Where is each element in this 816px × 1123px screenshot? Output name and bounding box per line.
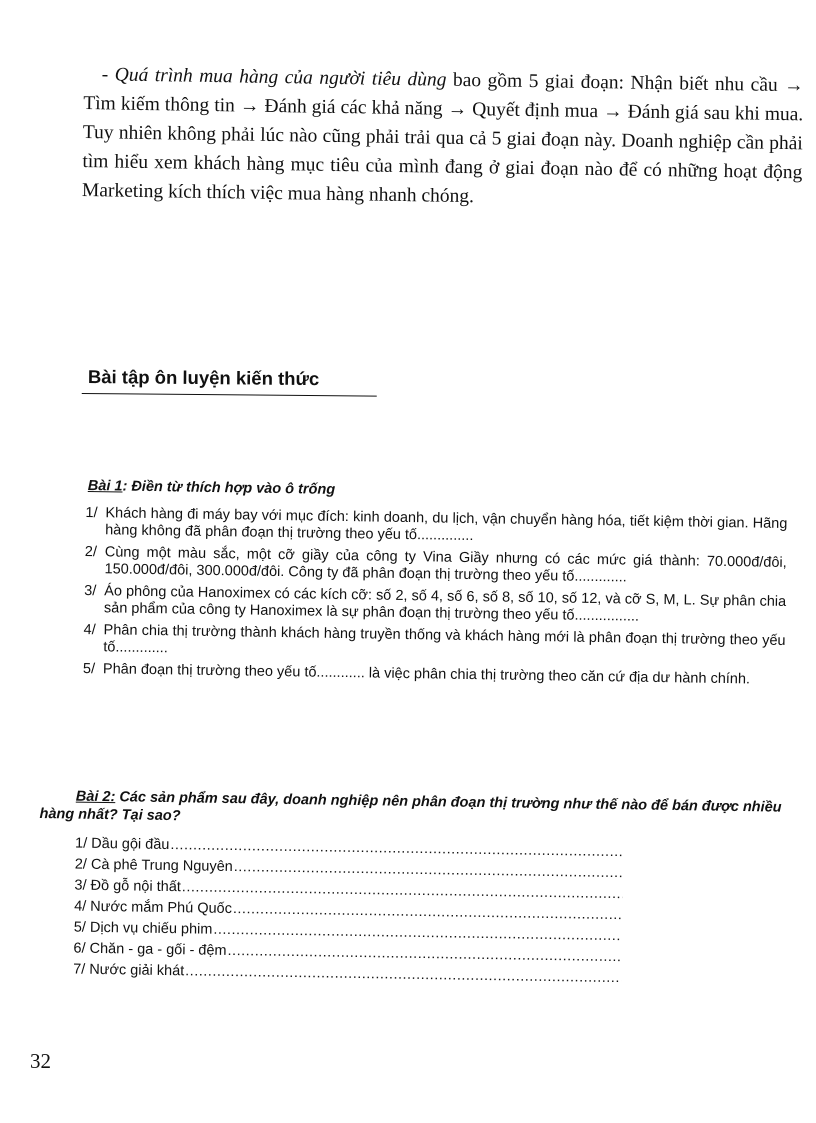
exercise-2-item: 3/ Đồ gỗ nội thất .....	[74, 876, 622, 906]
exercise-1-item: 2/ Cùng một màu sắc, một cỡ giầy của công ty Vina Giầy nhưng có các mức giá thành: 70.000đ/đôi, 150.000đ/đôi, 300.000đ/đôi. Công ty đã phân đoạn thị trường theo yếu tố.............	[84, 543, 787, 586]
exercise-1	[82, 478, 788, 694]
exercise-1-item: 5/ Phân đoạn thị trường theo yếu tố............ là việc phân chia thị trường theo căn cứ địa dư hành chính.	[82, 660, 751, 688]
exercise-2-item: 1/ Dầu gội đầu .....	[75, 834, 623, 864]
exercise-2-item: 4/ Nước mắm Phú Quốc .....	[74, 897, 622, 927]
section-heading: Bài tập ôn luyện kiến thức	[82, 366, 377, 397]
exercise-2	[37, 787, 790, 992]
exercise-2-item: 7/ Nước giải khát .....	[73, 960, 621, 990]
intro-emphasis: - Quá trình mua hàng của người tiêu dùng	[101, 64, 447, 91]
exercise-2-item: 5/ Dịch vụ chiếu phim .....	[74, 918, 622, 948]
exercise-1-list	[82, 504, 788, 689]
exercise-1-item: 3/ Áo phông của Hanoximex có các kích cỡ: số 2, số 4, số 6, số 8, số 10, số 12, và cỡ S, M, L. Sự phân chia sản phẩm của công ty Hanoximex là sự phân đoạn thị trường theo yếu tố................	[84, 582, 787, 625]
intro-paragraph	[82, 60, 804, 216]
exercise-2-title: Bài 2: Các sản phẩm sau đây, doanh nghiệp nên phân đoạn thị trường như thế nào để bán được nhiều hàng nhất? Tại sao?	[39, 788, 782, 825]
intro-text: bao gồm 5 giai đoạn: Nhận biết nhu cầu → Tìm kiếm thông tin → Đánh giá các khả năng → Quyết định mua → Đánh giá sau khi mua. Tuy nhiên không phải lúc nào cũng phải trải qua cả 5 giai đoạn này. Doanh nghiệp cần phải tìm hiểu xem khách hàng mục tiêu của mình đang ở giai đoạn nào để có những hoạt động Marketing kích thích việc mua hàng nhanh chóng.	[81, 69, 804, 208]
exercise-2-item: 6/ Chăn - ga - gối - đệm .....	[73, 939, 621, 969]
exercise-2-list	[73, 834, 789, 992]
exercise-1-item: 1/ Khách hàng đi máy bay với mục đích: kinh doanh, du lịch, vận chuyển hàng hóa, tiết kiệm thời gian. Hãng hàng không đã phân đoạn thị trường theo yếu tố..............	[85, 504, 788, 545]
exercise-2-item: 2/ Cà phê Trung Nguyên .....	[75, 855, 623, 885]
exercise-1-item: 4/ Phân chia thị trường thành khách hàng truyền thống và khách hàng mới là phân đoạn thị trường theo yếu tố.............	[83, 621, 786, 657]
exercise-1-title: Bài 1: Điền từ thích hợp vào ô trống	[87, 478, 336, 498]
page-number: 32	[30, 1049, 51, 1073]
